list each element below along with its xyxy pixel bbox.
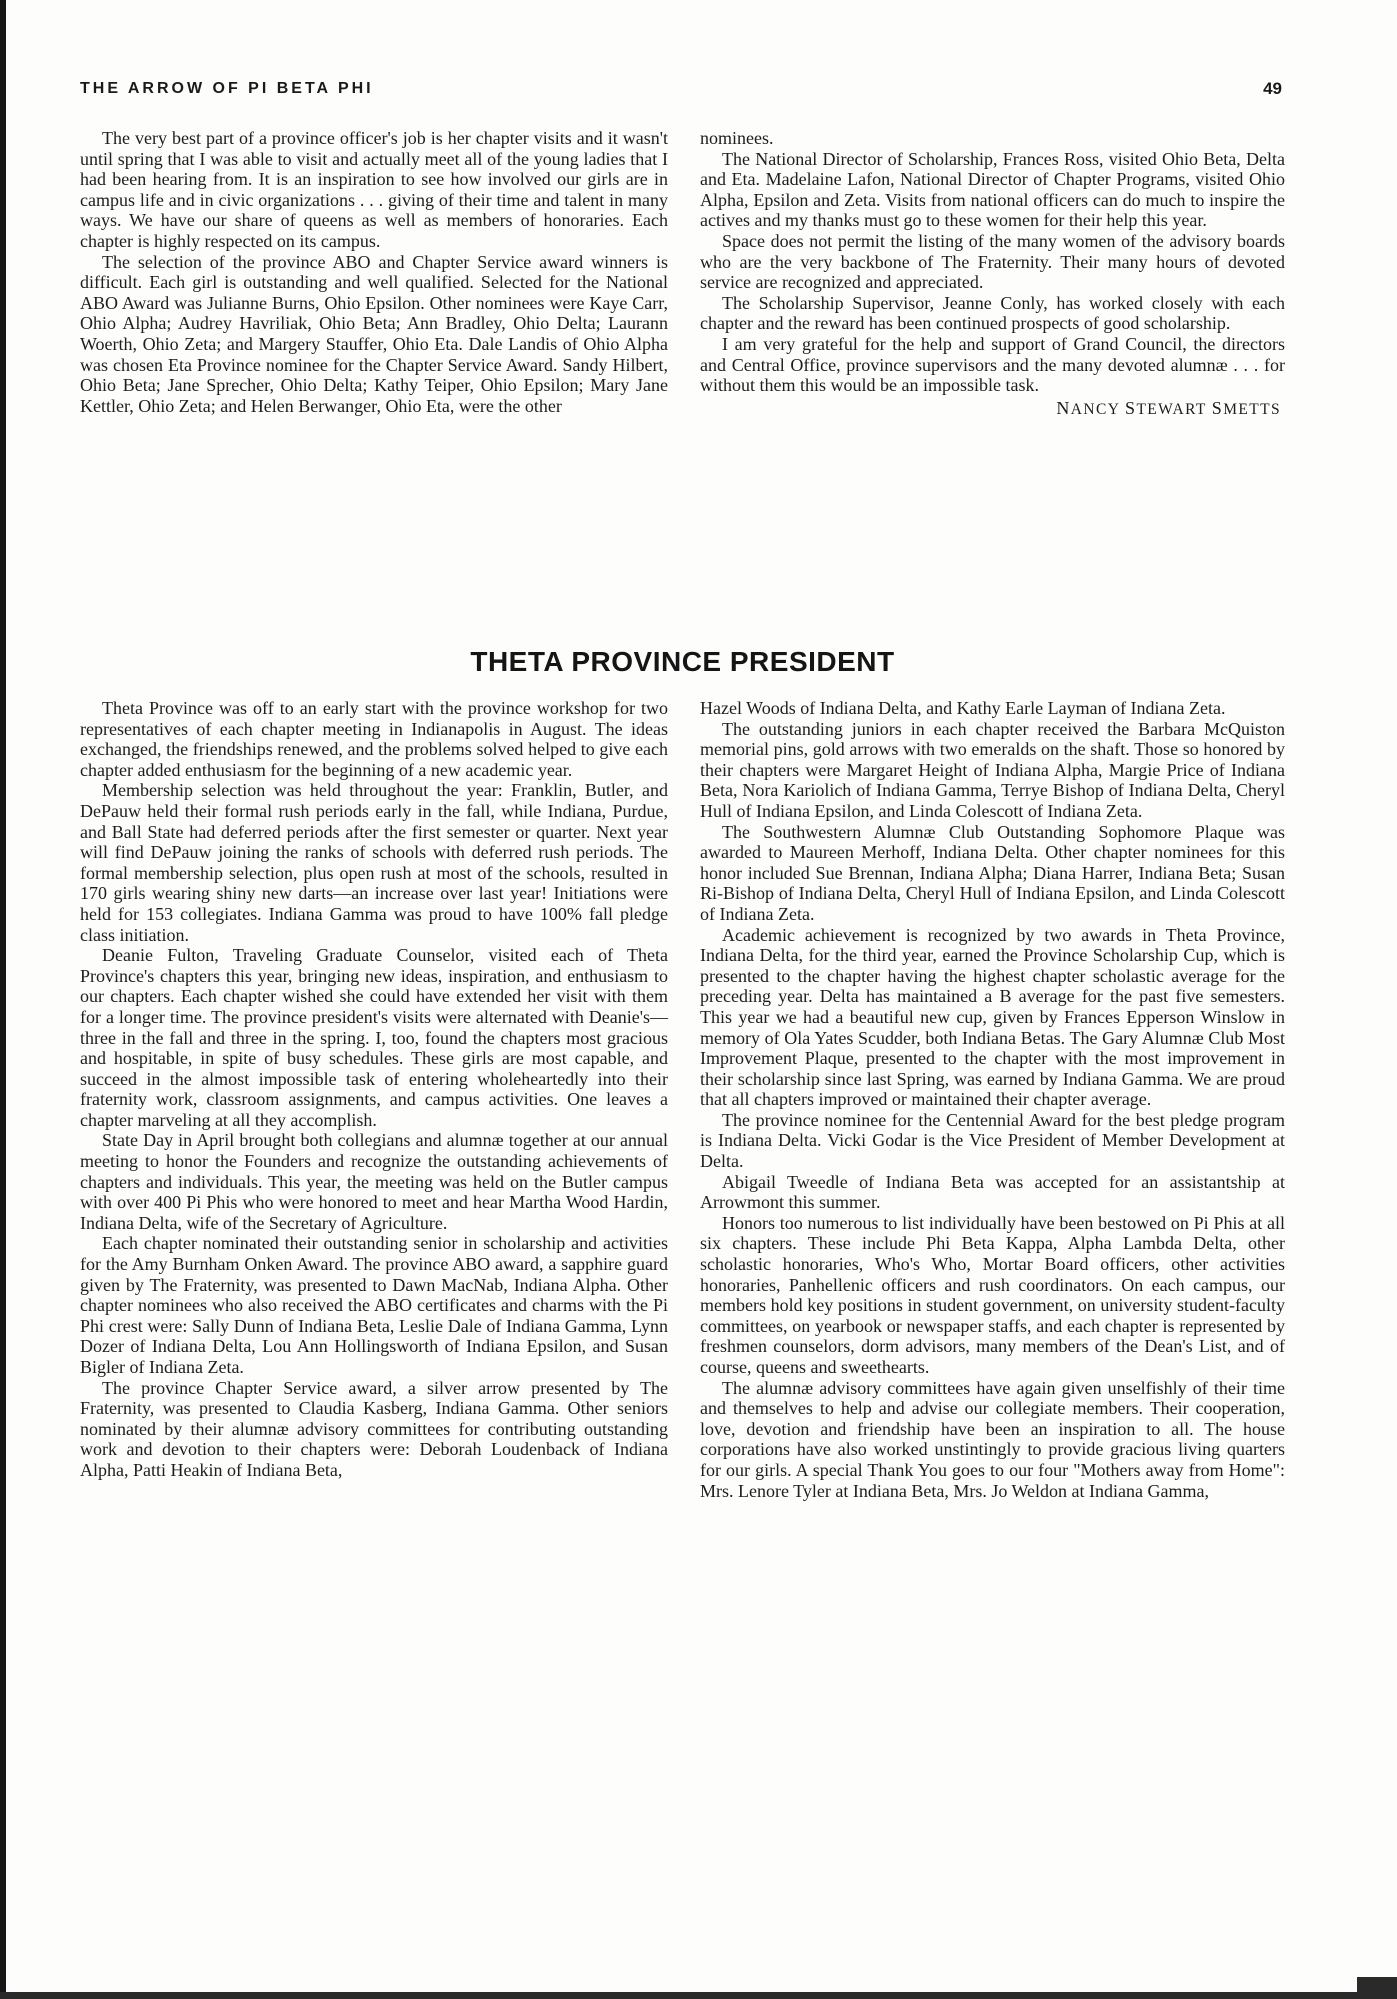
paragraph: Abigail Tweedle of Indiana Beta was accepted for an assistantship at Arrowmont this summer. [700,1171,1285,1213]
paragraph: The Scholarship Supervisor, Jeanne Conly, has worked closely with each chapter and the reward has been continued prospects of good scholarship. [700,292,1285,334]
paragraph: The Southwestern Alumnæ Club Outstanding Sophomore Plaque was awarded to Maureen Merhoff, Indiana Delta. Other chapter nominees for this honor included Sue Brennan, Indiana Alpha; Diana Harrer, Indiana Beta; Susan Ri-Bishop of Indiana Delta, Cheryl Hull of Indiana Epsilon, and Linda Colescott of Indiana Zeta. [700,821,1285,924]
author-signature-text: NANCY STEWART SMETTS [1056,397,1281,418]
paragraph: Honors too numerous to list individually have been bestowed on Pi Phis at all six chapters. These include Phi Beta Kappa, Alpha Lambda Delta, other scholastic honoraries, Who's Who, Mortar Board officers, other activities honoraries, Panhellenic officers and rush coordinators. On each campus, our members hold key positions in student government, on university student-faculty committees, on yearbook or newspaper staffs, and each chapter is represented by freshmen counselors, dorm advisors, many members of the Dean's List, and of course, queens and sweethearts. [700,1212,1285,1377]
theta-report-column-right [700,698,1285,1501]
running-head: THE ARROW OF PI BETA PHI [80,80,374,97]
paragraph: Membership selection was held throughout the year: Franklin, Butler, and DePauw held their formal rush periods early in the fall, while Indiana, Purdue, and Ball State had deferred periods after the first semester or quarter. Next year will find DePauw joining the ranks of schools with deferred rush periods. The formal membership selection, plus open rush at most of the schools, resulted in 170 girls wearing shiny new darts—an increase over last year! Initiations were held for 153 collegiates. Indiana Gamma was proud to have 100% fall pledge class initiation. [80,780,668,945]
eta-report-column-left [80,128,668,416]
scan-corner-mark [1357,1977,1397,1999]
paragraph: Each chapter nominated their outstanding senior in scholarship and activities for the Amy Burnham Onken Award. The province ABO award, a sapphire guard given by The Fraternity, was presented to Dawn MacNab, Indiana Alpha. Other chapter nominees who also received the ABO certificates and charms with the Pi Phi crest were: Sally Dunn of Indiana Beta, Leslie Dale of Indiana Gamma, Lynn Dozer of Indiana Delta, Lou Ann Hollingsworth of Indiana Epsilon, and Susan Bigler of Indiana Zeta. [80,1233,668,1377]
paragraph: Space does not permit the listing of the many women of the advisory boards who are the very backbone of The Fraternity. Their many hours of devoted service are recognized and appreciated. [700,230,1285,293]
scan-bottom-edge [0,1992,1397,1999]
paragraph: I am very grateful for the help and support of Grand Council, the directors and Central Office, province supervisors and the many devoted alumnæ . . . for without them this would be an impossible task. [700,333,1285,396]
paragraph: The outstanding juniors in each chapter received the Barbara McQuiston memorial pins, gold arrows with two emeralds on the shaft. Those so honored by their chapters were Margaret Height of Indiana Alpha, Margie Price of Indiana Beta, Nora Kariolich of Indiana Gamma, Terrye Bishop of Indiana Delta, Cheryl Hull of Indiana Epsilon, and Linda Colescott of Indiana Zeta. [700,718,1285,821]
paragraph-continuation: Hazel Woods of Indiana Delta, and Kathy Earle Layman of Indiana Zeta. [700,698,1226,718]
page-number: 49 [1263,79,1282,98]
paragraph: Theta Province was off to an early start with the province workshop for two representatives of each chapter meeting in Indianapolis in August. The ideas exchanged, the friendships renewed, and the problems solved helped to give each chapter added enthusiasm for the beginning of a new academic year. [80,698,668,780]
eta-report-column-right [700,128,1285,419]
paragraph-continuation: nominees. [700,128,774,148]
paragraph: The National Director of Scholarship, Frances Ross, visited Ohio Beta, Delta and Eta. Madelaine Lafon, National Director of Chapter Programs, visited Ohio Alpha, Epsilon and Zeta. Visits from national officers can do much to inspire the actives and my thanks must go to these women for their help this year. [700,148,1285,231]
paragraph: The province Chapter Service award, a silver arrow presented by The Fraternity, was presented to Claudia Kasberg, Indiana Gamma. Other seniors nominated by their alumnæ advisory committees for contributing outstanding work and devotion to their chapters were: Deborah Loudenback of Indiana Alpha, Patti Heakin of Indiana Beta, [80,1377,668,1480]
paragraph: The alumnæ advisory committees have again given unselfishly of their time and themselves to help and advise our collegiate members. Their cooperation, love, devotion and friendship have been an inspiration to all. The house corporations have also worked unstintingly to provide gracious living quarters for our girls. A special Thank You goes to our four "Mothers away from Home": Mrs. Lenore Tyler at Indiana Beta, Mrs. Jo Weldon at Indiana Gamma, [700,1377,1285,1501]
theta-report-column-left [80,698,668,1481]
paragraph: State Day in April brought both collegians and alumnæ together at our annual meeting to honor the Founders and recognize the outstanding achievements of chapters and individuals. This year, the meeting was held on the Butler campus with over 400 Pi Phis who were honored to meet and hear Martha Wood Hardin, Indiana Delta, wife of the Secretary of Agriculture. [80,1130,668,1233]
paragraph: Academic achievement is recognized by two awards in Theta Province, Indiana Delta, for the third year, earned the Province Scholarship Cup, which is presented to the chapter having the highest chapter scholastic average for the preceding year. Delta has maintained a B average for the past five semesters. This year we had a beautiful new cup, given by Frances Epperson Winslow in memory of Ola Yates Scudder, both Indiana Betas. The Gary Alumnæ Club Most Improvement Plaque, presented to the chapter with the most improvement in their scholarship since last Spring, was earned by Indiana Gamma. We are proud that all chapters improved or maintained their chapter average. [700,924,1285,1110]
author-signature [700,398,1285,419]
paragraph: The selection of the province ABO and Chapter Service award winners is difficult. Each girl is outstanding and well qualified. Selected for the National ABO Award was Julianne Burns, Ohio Epsilon. Other nominees were Kaye Carr, Ohio Alpha; Audrey Havriliak, Ohio Beta; Ann Bradley, Ohio Delta; Laurann Woerth, Ohio Zeta; and Margery Stauffer, Ohio Eta. Dale Landis of Ohio Alpha was chosen Eta Province nominee for the Chapter Service Award. Sandy Hilbert, Ohio Beta; Jane Sprecher, Ohio Delta; Kathy Teiper, Ohio Epsilon; Mary Jane Kettler, Ohio Zeta; and Helen Berwanger, Ohio Eta, were the other [80,251,668,416]
scan-left-edge [0,0,6,1999]
paragraph: The very best part of a province officer's job is her chapter visits and it wasn't until spring that I was able to visit and actually meet all of the young ladies that I had been hearing from. It is an inspiration to see how involved our girls are in campus life and in civic organizations . . . giving of their time and talent in many ways. We have our share of queens as well as members of honoraries. Each chapter is highly respected on its campus. [80,128,668,251]
section-title: THETA PROVINCE PRESIDENT [470,646,895,677]
paragraph: Deanie Fulton, Traveling Graduate Counselor, visited each of Theta Province's chapters this year, bringing new ideas, inspiration, and enthusiasm to our chapters. Each chapter wished she could have extended her visit with them for a longer time. The province president's visits were alternated with Deanie's—three in the fall and three in the spring. I, too, found the chapters most gracious and hospitable, in spite of busy schedules. These girls are most capable, and succeed in the almost impossible task of entering wholeheartedly into their fraternity work, classroom assignments, and campus activities. One leaves a chapter marveling at all they accomplish. [80,945,668,1130]
paragraph: The province nominee for the Centennial Award for the best pledge program is Indiana Delta. Vicki Godar is the Vice President of Member Development at Delta. [700,1109,1285,1172]
